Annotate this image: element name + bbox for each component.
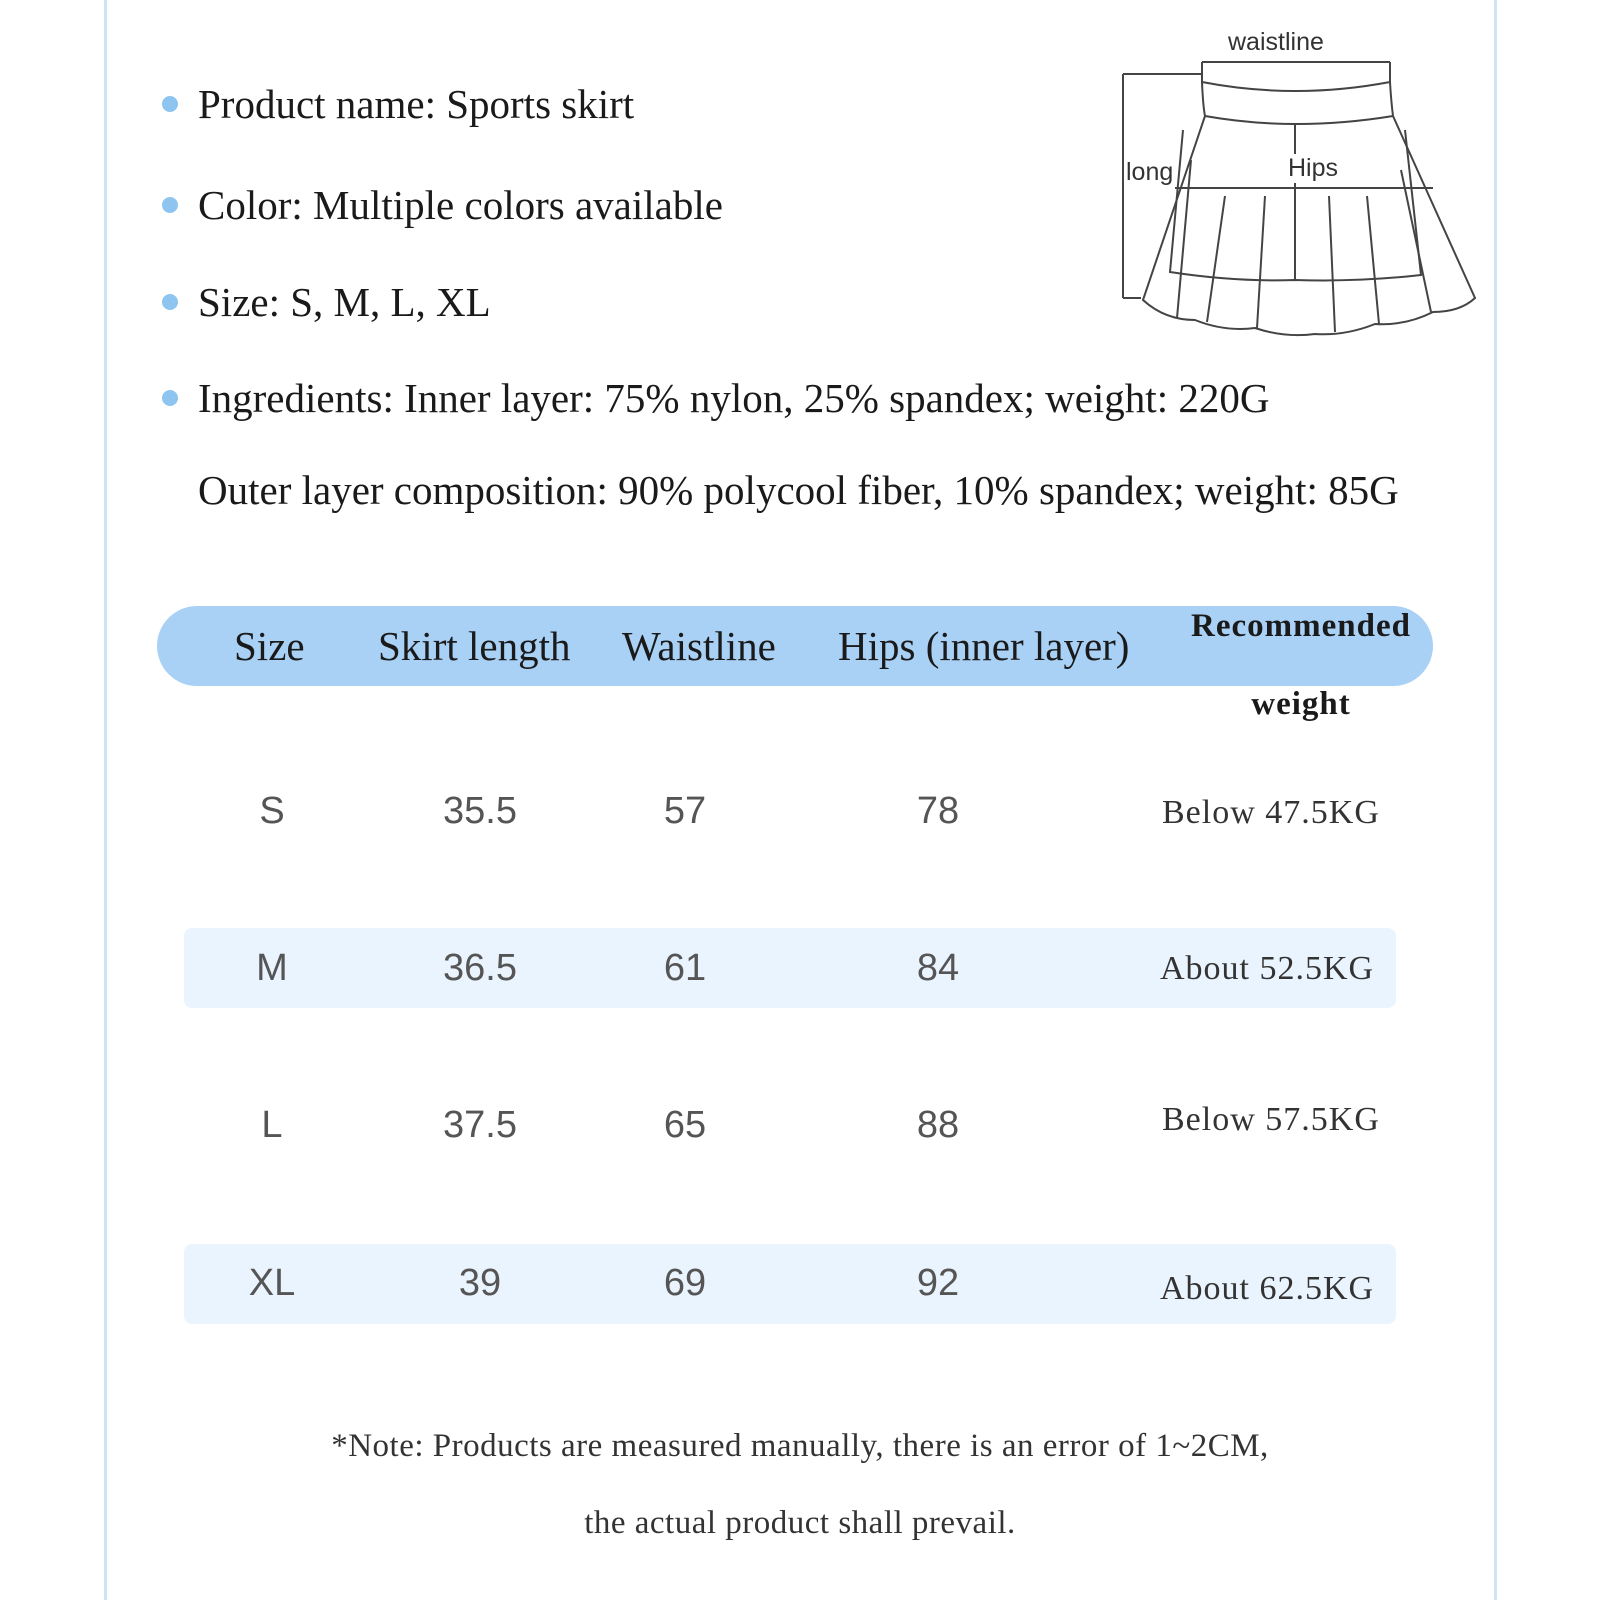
measurement-note-line2: the actual product shall prevail. bbox=[584, 1505, 1016, 1541]
cell-waistline: 57 bbox=[663, 790, 707, 832]
header-waistline: Waistline bbox=[622, 623, 776, 669]
diagram-waistline-label: waistline bbox=[1228, 28, 1324, 56]
cell-skirt-length: 36.5 bbox=[443, 947, 517, 989]
spec-color-text: Color: Multiple colors available bbox=[198, 182, 723, 228]
cell-waistline: 61 bbox=[663, 947, 707, 989]
measurement-note-line1: *Note: Products are measured manually, there is an error of 1~2CM, bbox=[331, 1428, 1269, 1464]
bullet-dot-icon bbox=[162, 294, 178, 310]
skirt-measurement-diagram bbox=[1115, 20, 1485, 350]
cell-weight: About 62.5KG bbox=[1160, 1270, 1375, 1307]
cell-size: L bbox=[261, 1104, 283, 1146]
cell-weight: About 52.5KG bbox=[1160, 950, 1375, 987]
header-weight: weight bbox=[1251, 686, 1351, 722]
header-skirt-length: Skirt length bbox=[378, 623, 571, 669]
cell-weight: Below 57.5KG bbox=[1162, 1101, 1380, 1138]
spec-color bbox=[162, 175, 723, 235]
spec-size-text: Size: S, M, L, XL bbox=[198, 279, 491, 325]
bullet-dot-icon bbox=[162, 96, 178, 112]
frame-left-line bbox=[104, 0, 107, 1600]
header-hips: Hips (inner layer) bbox=[838, 623, 1130, 669]
header-recommended: Recommended bbox=[1191, 608, 1411, 644]
cell-skirt-length: 39 bbox=[458, 1262, 502, 1304]
spec-ingredients bbox=[162, 368, 1269, 428]
cell-skirt-length: 35.5 bbox=[443, 790, 517, 832]
cell-waistline: 65 bbox=[663, 1104, 707, 1146]
cell-hips: 84 bbox=[916, 947, 960, 989]
cell-size: M bbox=[256, 947, 288, 989]
cell-skirt-length: 37.5 bbox=[443, 1104, 517, 1146]
cell-weight: Below 47.5KG bbox=[1162, 794, 1380, 831]
frame-right-line bbox=[1494, 0, 1497, 1600]
cell-waistline: 69 bbox=[663, 1262, 707, 1304]
spec-product-name-text: Product name: Sports skirt bbox=[198, 81, 635, 127]
bullet-dot-icon bbox=[162, 390, 178, 406]
cell-hips: 92 bbox=[916, 1262, 960, 1304]
bullet-dot-icon bbox=[162, 197, 178, 213]
cell-hips: 88 bbox=[916, 1104, 960, 1146]
spec-product-name bbox=[162, 74, 634, 134]
header-size: Size bbox=[234, 623, 305, 669]
cell-hips: 78 bbox=[916, 790, 960, 832]
spec-ingredients-text: Ingredients: Inner layer: 75% nylon, 25% spandex; weight: 220G bbox=[198, 375, 1270, 421]
diagram-long-label: long bbox=[1126, 158, 1174, 186]
spec-outer-layer: Outer layer composition: 90% polycool fiber, 10% spandex; weight: 85G bbox=[198, 467, 1399, 513]
cell-size: S bbox=[259, 790, 285, 832]
spec-size bbox=[162, 272, 491, 332]
diagram-hips-label: Hips bbox=[1288, 154, 1339, 182]
cell-size: XL bbox=[248, 1262, 296, 1304]
